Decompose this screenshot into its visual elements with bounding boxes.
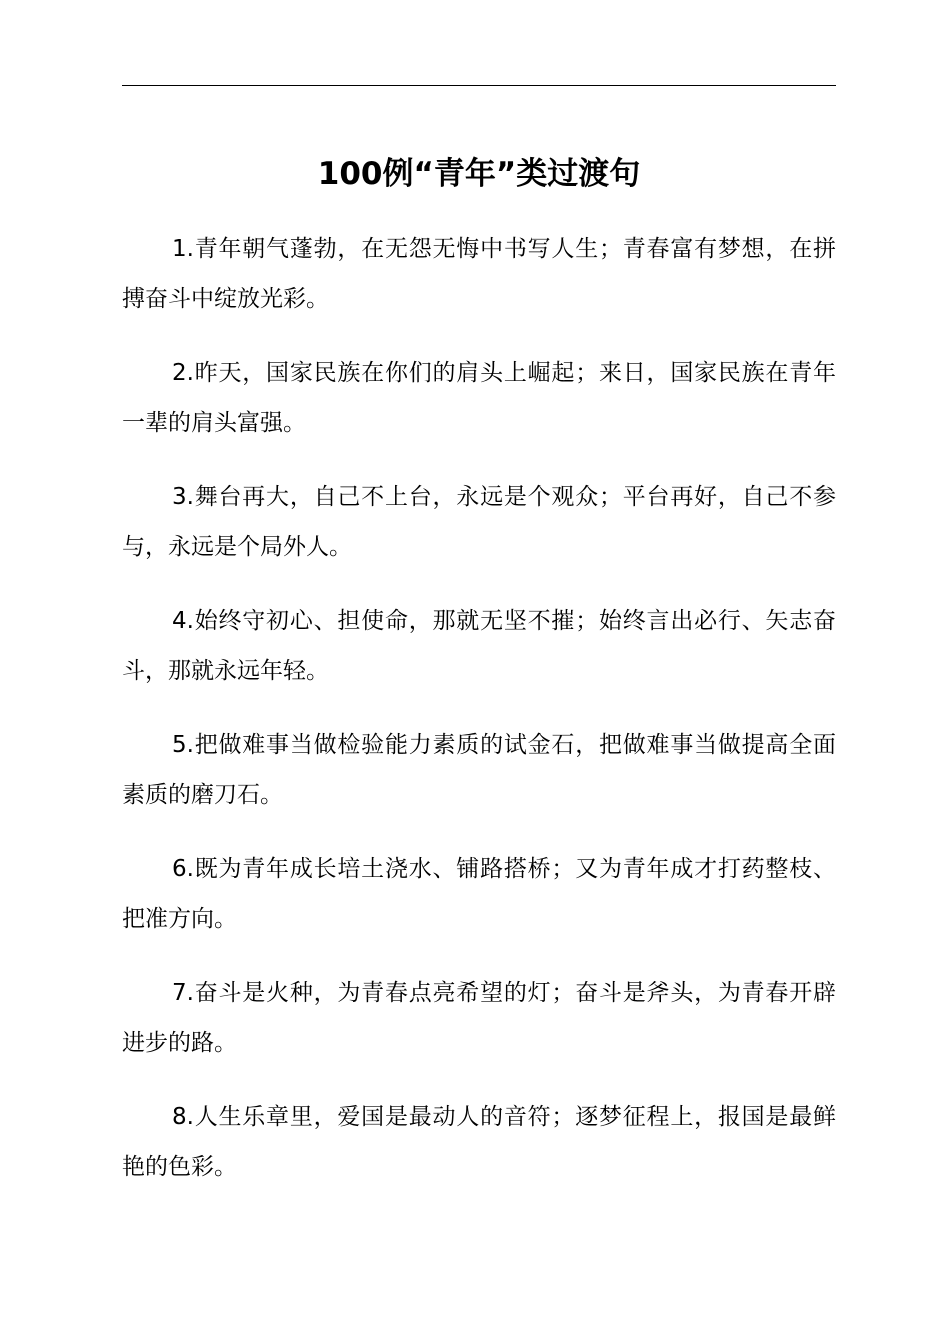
page-title: 100例“青年”类过渡句 bbox=[317, 156, 641, 192]
paragraph-item: 1.青年朝气蓬勃，在无怨无悔中书写人生；青春富有梦想，在拼搏奋斗中绽放光彩。 bbox=[122, 236, 836, 312]
paragraph-item: 7.奋斗是火种，为青春点亮希望的灯；奋斗是斧头，为青春开辟进步的路。 bbox=[122, 980, 836, 1056]
paragraph-item: 2.昨天，国家民族在你们的肩头上崛起；来日，国家民族在青年一辈的肩头富强。 bbox=[122, 360, 836, 436]
paragraph-item: 3.舞台再大，自己不上台，永远是个观众；平台再好，自己不参与，永远是个局外人。 bbox=[122, 484, 836, 560]
header-rule bbox=[122, 85, 836, 86]
document-body bbox=[122, 224, 836, 1216]
paragraph-item: 4.始终守初心、担使命，那就无坚不摧；始终言出必行、矢志奋斗，那就永远年轻。 bbox=[122, 608, 836, 684]
paragraph-item: 8.人生乐章里，爱国是最动人的音符；逐梦征程上，报国是最鲜艳的色彩。 bbox=[122, 1104, 836, 1180]
paragraph-item: 6.既为青年成长培土浇水、铺路搭桥；又为青年成才打药整枝、把准方向。 bbox=[122, 856, 836, 932]
paragraph-item: 5.把做难事当做检验能力素质的试金石，把做难事当做提高全面素质的磨刀石。 bbox=[122, 732, 836, 808]
